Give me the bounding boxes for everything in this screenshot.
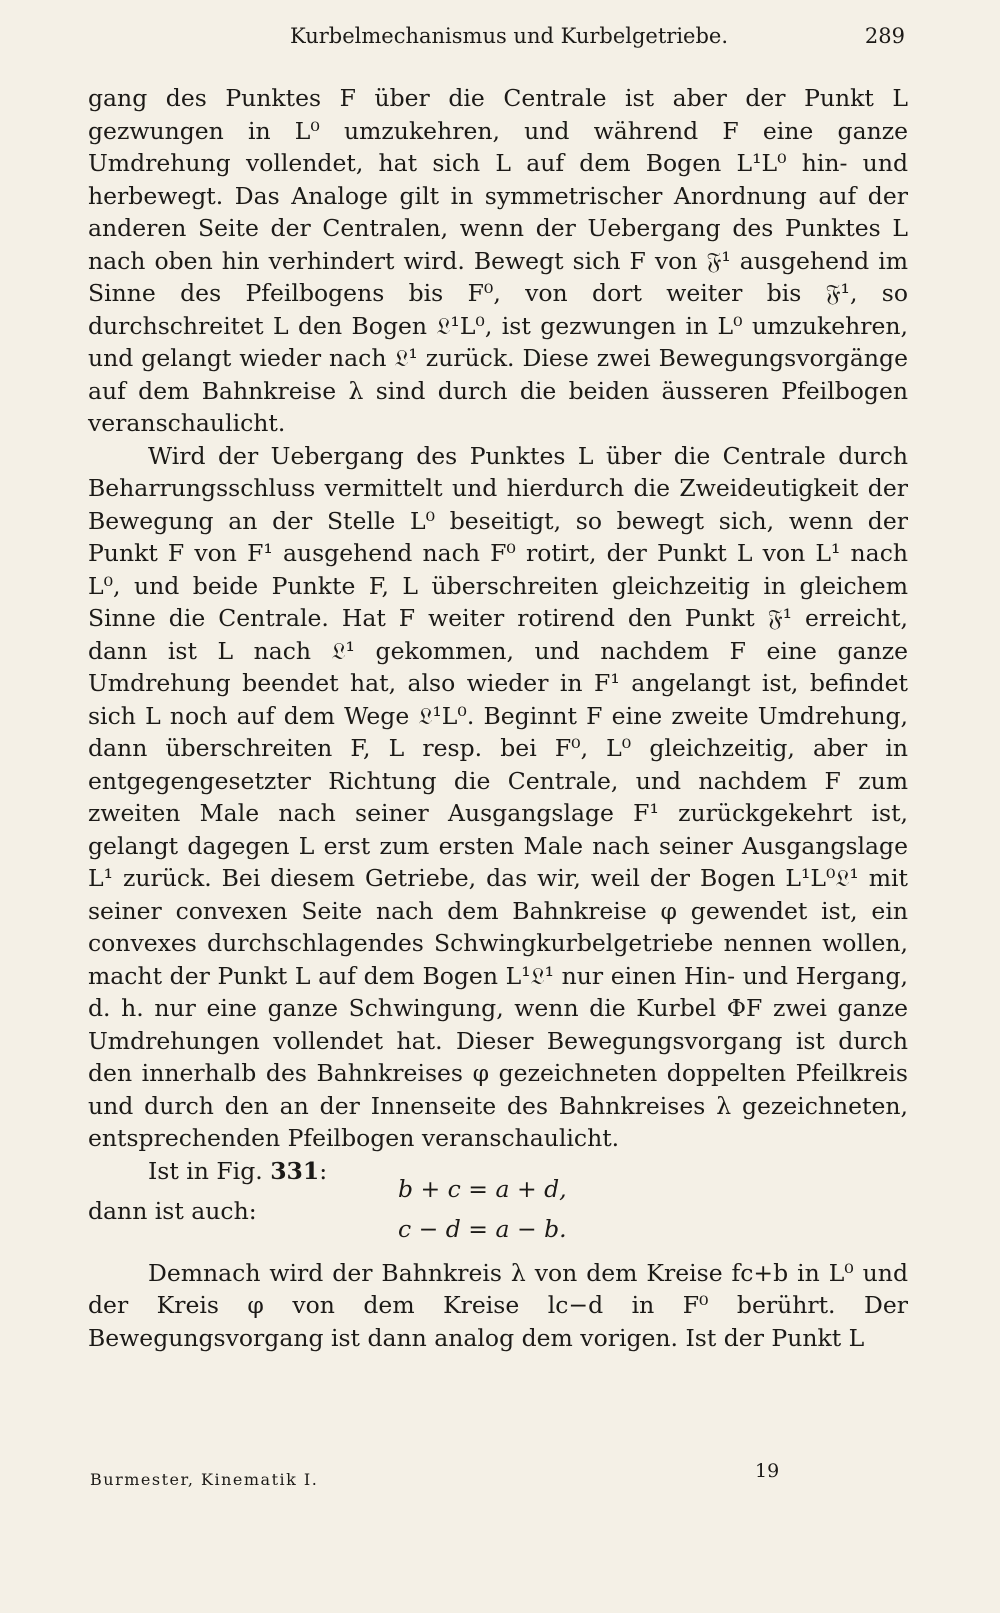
sheet-number: 19	[755, 1460, 780, 1482]
equation-intro: Ist in Fig. 331:	[148, 1156, 328, 1185]
running-header	[90, 24, 905, 60]
equation-block	[88, 1155, 908, 1243]
equation-1: b + c = a + d,	[398, 1174, 567, 1203]
printer-signature: Burmester, Kinematik I.	[90, 1470, 319, 1489]
paragraph-3: Demnach wird der Bahnkreis λ von dem Kreise fc+b in L⁰ und der Kreis φ von dem Kreise lc−d in F⁰ berührt. Der Bewegungsvorgang ist dann analog dem vorigen. Ist der Punkt L	[88, 1258, 908, 1352]
equation-2-intro: dann ist auch:	[88, 1196, 257, 1225]
paragraph-1: gang des Punktes F über die Centrale ist aber der Punkt L gezwungen in L⁰ umzukehren, und während F eine ganze Umdrehung vollendet, hat sich L auf dem Bogen L¹L⁰ hin- und herbewegt. Das Analoge gilt in symmetrischer Anordnung auf der anderen Seite der Centralen, wenn der Uebergang des Punktes L nach oben hin verhindert wird. Bewegt sich F von 𝔉¹ ausgehend im Sinne des Pfeilbogens bis F⁰, von dort weiter bis 𝔉¹, so durchschreitet L den Bogen 𝔏¹L⁰, ist gezwungen in L⁰ umzukehren, und gelangt wieder nach 𝔏¹ zurück. Diese zwei Bewegungsvorgänge auf dem Bahnkreise λ sind durch die beiden äusseren Pfeilbogen veranschaulicht.	[88, 84, 908, 437]
running-title: Kurbelmechanismus und Kurbelgetriebe.	[290, 24, 729, 48]
signature-line	[90, 1460, 905, 1490]
paragraph-2: Wird der Uebergang des Punktes L über die Centrale durch Beharrungsschluss vermittelt und hierdurch die Zweideutigkeit der Bewegung an der Stelle L⁰ beseitigt, so bewegt sich, wenn der Punkt F von F¹ ausgehend nach F⁰ rotirt, der Punkt L von L¹ nach L⁰, und beide Punkte F, L überschreiten gleichzeitig in gleichem Sinne die Centrale. Hat F weiter rotirend den Punkt 𝔉¹ erreicht, dann ist L nach 𝔏¹ gekommen, und nachdem F eine ganze Umdrehung beendet hat, also wieder in F¹ angelangt ist, befindet sich L noch auf dem Wege 𝔏¹L⁰. Beginnt F eine zweite Umdrehung, dann überschreiten F, L resp. bei F⁰, L⁰ gleichzeitig, aber in entgegengesetzter Richtung die Centrale, und nachdem F zum zweiten Male nach seiner Ausgangslage F¹ zurückgekehrt ist, gelangt dagegen L erst zum ersten Male nach seiner Ausgangslage L¹ zurück. Bei diesem Getriebe, das wir, weil der Bogen L¹L⁰𝔏¹ mit seiner convexen Seite nach dem Bahnkreise φ gewendet ist, ein convexes durchschlagendes Schwingkurbelgetriebe nennen wollen, macht der Punkt L auf dem Bogen L¹𝔏¹ nur einen Hin- und Hergang, d. h. nur eine ganze Schwingung, wenn die Kurbel ΦF zwei ganze Umdrehungen vollendet hat. Dieser Bewegungsvorgang ist durch den innerhalb des Bahnkreises φ gezeichneten doppelten Pfeilkreis und durch den an der Innenseite des Bahnkreises λ gezeichneten, entsprechenden Pfeilbogen veranschaulicht.	[88, 441, 908, 1152]
figure-reference: 331	[270, 1156, 320, 1185]
page-number: 289	[864, 24, 905, 48]
page-body	[88, 82, 908, 1354]
equation-2: c − d = a − b.	[398, 1214, 567, 1243]
